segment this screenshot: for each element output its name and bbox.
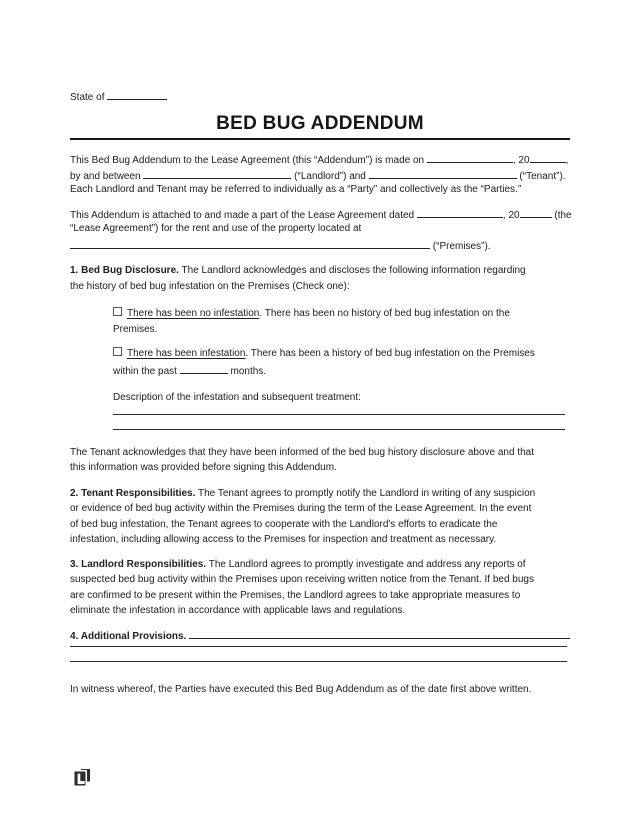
text-run: months. bbox=[227, 365, 267, 377]
document-line bbox=[70, 627, 570, 643]
document-line bbox=[70, 167, 570, 183]
text-run: , 20 bbox=[512, 155, 530, 166]
document-line bbox=[70, 572, 570, 588]
fill-blank[interactable] bbox=[369, 167, 517, 179]
text-run: (“Landlord”) and bbox=[291, 170, 369, 182]
document-line bbox=[113, 362, 570, 378]
fill-blank[interactable] bbox=[70, 237, 430, 249]
text-run: Each Landlord and Tenant may be referred to individually as a “Party” and collectively as the “Parties.” bbox=[70, 184, 522, 195]
intro-paragraph-2 bbox=[70, 206, 570, 253]
fill-blank[interactable] bbox=[189, 627, 570, 639]
fill-blank[interactable] bbox=[427, 151, 513, 163]
description-fill-line[interactable] bbox=[113, 414, 565, 415]
document-line bbox=[70, 279, 570, 295]
text-run: eliminate the infestation in accordance with applicable laws and regulations. bbox=[70, 605, 406, 616]
checkbox-option-no-infestation bbox=[113, 306, 570, 337]
text-run: . There has been no history of bed bug infestation on the bbox=[259, 308, 510, 319]
section-2-tenant-responsibilities bbox=[70, 486, 570, 548]
checkbox[interactable] bbox=[113, 347, 122, 356]
text-run: infestation, including allowing access to the Premises for inspection and treatment as necessary. bbox=[70, 534, 497, 545]
additional-provisions-fill-line[interactable] bbox=[70, 661, 567, 662]
text-run: suspected bed bug activity within the Premises upon receiving written notice from the Tenant. If bed bugs bbox=[70, 574, 534, 585]
text-run: this information was provided before signing this Addendum. bbox=[70, 462, 337, 473]
document-line bbox=[70, 532, 570, 548]
section-heading-text: 1. Bed Bug Disclosure. bbox=[70, 265, 179, 276]
document-line bbox=[70, 237, 570, 253]
document-line bbox=[70, 557, 570, 573]
text-run: This Addendum is attached to and made a part of the Lease Agreement dated bbox=[70, 209, 417, 221]
section-heading-text: 4. Additional Provisions. bbox=[70, 630, 187, 642]
page-title: BED BUG ADDENDUM bbox=[216, 113, 424, 134]
document-line: Description of the infestation and subsequent treatment: bbox=[113, 392, 361, 403]
text-run: The Tenant agrees to promptly notify the Landlord in writing of any suspicion bbox=[195, 487, 536, 499]
document-line bbox=[70, 182, 570, 198]
document-line bbox=[70, 445, 570, 461]
section-3-landlord-responsibilities bbox=[70, 557, 570, 619]
text-run: by and between bbox=[70, 170, 144, 182]
text-run: are confirmed to be present within the Premises, the Landlord agrees to take appropriate measures to bbox=[70, 589, 521, 601]
text-run: , bbox=[565, 155, 569, 166]
document-line bbox=[70, 151, 570, 167]
fill-blank[interactable] bbox=[143, 167, 291, 179]
document-line bbox=[113, 346, 570, 362]
text-run: (“Premises”). bbox=[430, 240, 491, 252]
text-run: The Landlord acknowledges and discloses the following information regarding bbox=[178, 265, 526, 276]
document-line bbox=[70, 517, 570, 533]
document-line bbox=[70, 206, 570, 222]
section-4-additional-provisions bbox=[70, 627, 570, 643]
checkbox[interactable] bbox=[113, 307, 122, 316]
document-line bbox=[70, 588, 570, 604]
document-line bbox=[70, 263, 570, 279]
text-run: There has been infestation bbox=[127, 348, 246, 359]
checkbox-option-infestation bbox=[113, 346, 570, 377]
text-run: “Lease Agreement”) for the rent and use of the property located at bbox=[70, 223, 362, 234]
text-run: the history of bed bug infestation on the Premises (Check one): bbox=[70, 280, 350, 292]
section-heading-text: 3. Landlord Responsibilities. bbox=[70, 558, 207, 570]
text-run: (the bbox=[551, 209, 572, 221]
description-fill-line[interactable] bbox=[113, 429, 565, 430]
document-line bbox=[70, 460, 570, 476]
text-run: of bed bug infestation, the Tenant agrees to cooperate with the Landlord's efforts to eradicate the bbox=[70, 518, 498, 530]
section-heading-text: 2. Tenant Responsibilities. bbox=[70, 487, 196, 499]
intro-paragraph-1 bbox=[70, 151, 570, 198]
tenant-acknowledgement bbox=[70, 445, 570, 476]
fill-blank[interactable] bbox=[530, 151, 566, 163]
text-run: or evidence of bed bug activity within the Premises during the term of the Lease Agreement. In the event bbox=[70, 503, 532, 514]
text-run: The Tenant acknowledges that they have been informed of the bed bug history disclosure above and that bbox=[70, 446, 535, 458]
witness-clause bbox=[70, 682, 570, 698]
text-run: The Landlord agrees to promptly investigate and address any reports of bbox=[206, 558, 526, 570]
text-run: (“Tenant”). bbox=[516, 170, 566, 182]
document-line bbox=[113, 322, 570, 338]
text-run: . There has been a history of bed bug infestation on the Premises bbox=[245, 348, 535, 359]
text-run: There has been no infestation bbox=[127, 308, 260, 319]
text-run: , 20 bbox=[502, 209, 520, 221]
description-label bbox=[113, 390, 570, 406]
state-of-line bbox=[70, 88, 570, 102]
text-run: This Bed Bug Addendum to the Lease Agreement (this “Addendum”) is made on bbox=[70, 155, 427, 166]
fill-blank[interactable] bbox=[417, 206, 503, 218]
document-line: In witness whereof, the Parties have executed this Bed Bug Addendum as of the date first above written. bbox=[70, 684, 532, 695]
fill-blank[interactable] bbox=[520, 206, 552, 218]
document-line bbox=[70, 221, 570, 237]
document-line bbox=[70, 501, 570, 517]
text-run: Premises. bbox=[113, 323, 158, 335]
fill-blank[interactable] bbox=[107, 88, 167, 100]
document-line bbox=[70, 486, 570, 502]
text-run: within the past bbox=[113, 365, 180, 377]
additional-provisions-fill-line[interactable] bbox=[70, 646, 567, 647]
legaltemplates-document-logo-icon bbox=[73, 769, 90, 787]
text-run: State of bbox=[70, 92, 108, 103]
document-line bbox=[113, 306, 570, 322]
title-rule bbox=[70, 138, 570, 140]
document-line bbox=[70, 603, 570, 619]
fill-blank[interactable] bbox=[180, 362, 228, 374]
section-1-bed-bug-disclosure bbox=[70, 263, 570, 294]
